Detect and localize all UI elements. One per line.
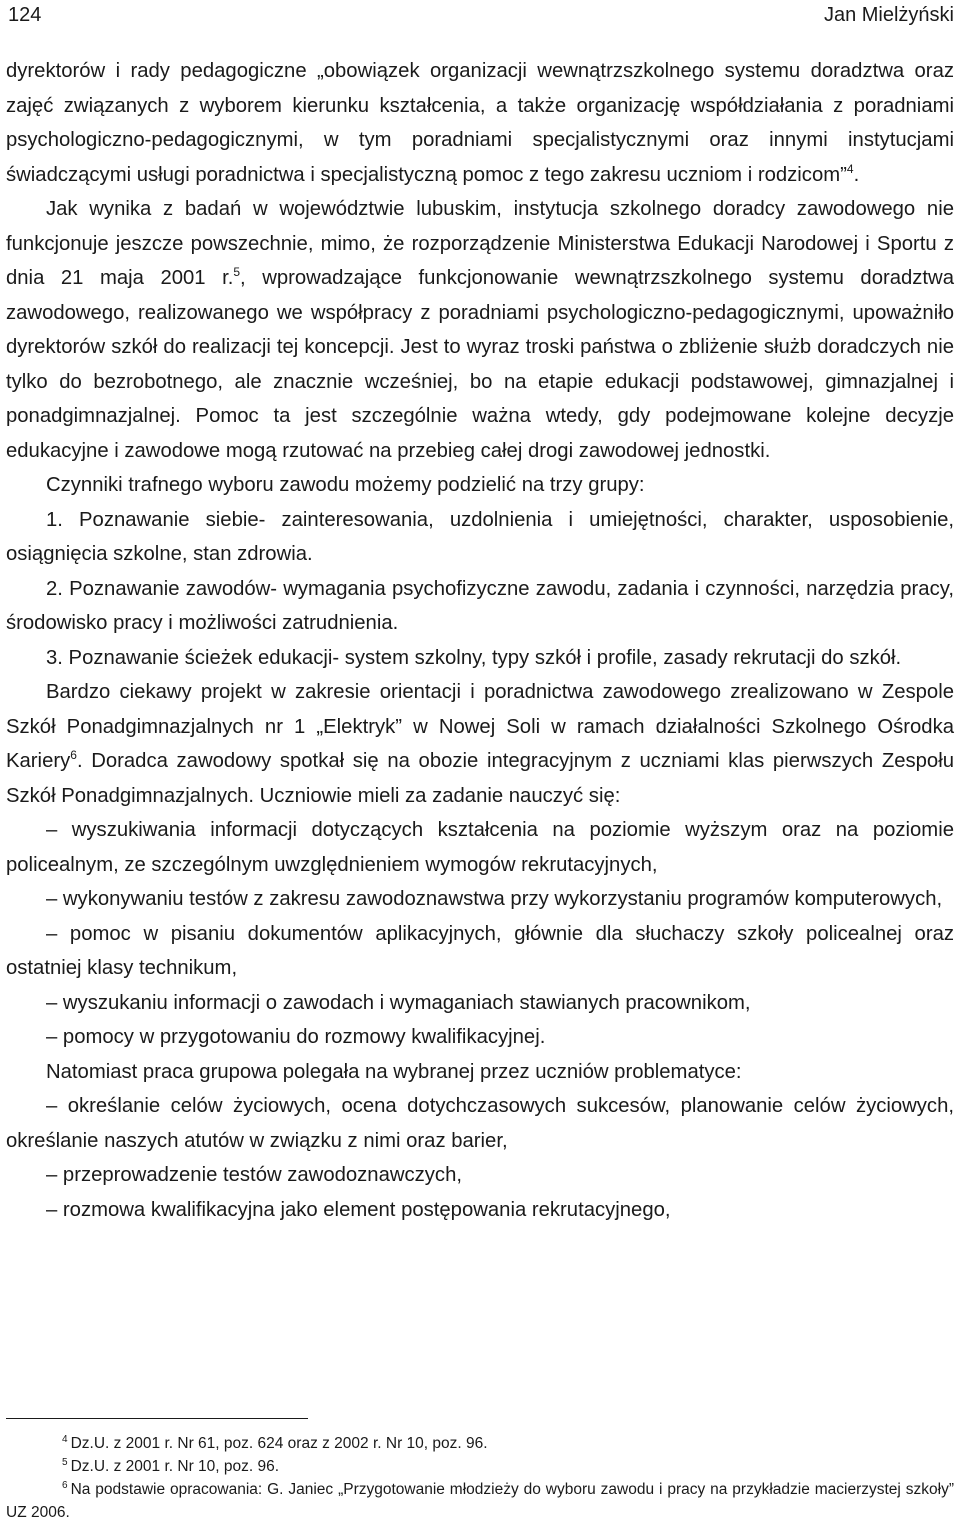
dash-item: – pomoc w pisaniu dokumentów aplikacyjnych, głównie dla słuchaczy szkoły policealnej oraz ostatniej klasy technikum, (6, 922, 954, 979)
dash-item: – wyszukaniu informacji o zawodach i wymaganiach stawianych pracownikom, (46, 991, 751, 1014)
footnotes (6, 1432, 954, 1524)
footnote: $^5$ Dz.U. z 2001 r. Nr 10, poz. 96. (62, 1456, 280, 1475)
list-item: 2. Poznawanie zawodów- wymagania psychofizyczne zawodu, zadania i czynności, narzędzia pracy, środowisko pracy i możliwości zatrudnienia. (6, 577, 954, 634)
running-author: Jan Mielżyński (823, 4, 954, 26)
dash-item: – przeprowadzenie testów zawodoznawczych, (46, 1164, 462, 1186)
dash-item: – wykonywaniu testów z zakresu zawodoznawstwa przy wykorzystaniu programów komputerowych, (46, 888, 943, 910)
paragraph: Czynniki trafnego wyboru zawodu możemy podzielić na trzy grupy: (46, 474, 645, 496)
paragraph: Bardzo ciekawy projekt w zakresie orientacji i poradnictwa zawodowego zrealizowano w Zespole Szkół Ponadgimnazjalnych nr 1 „Elektryk” w Nowej Soli w ramach działalności Szkolnego Ośrodka Kariery$^6$. Doradca zawodowy spotkał się na obozie integracyjnym z uczniami klas pierwszych Zespołu Szkół Ponadgimnazjalnych. Uczniowie mieli za zadanie nauczyć się: (6, 681, 954, 807)
footnote-ref: 6 (70, 748, 77, 763)
paragraph: dyrektorów i rady pedagogiczne „obowiązek organizacji wewnątrzszkolnego systemu doradztwa oraz zajęć związanych z wyborem kierunku kształcenia, a także organizację współdziałania z poradniami psychologiczno-pedagogicznymi, w tym poradniami specjalistycznymi oraz innymi instytucjami świadczącymi usługi poradnictwa i specjalistyczną pomoc z tego zakresu uczniom i rodzicom”$^4$. (6, 60, 954, 186)
footnote-number: 5 (62, 1456, 68, 1468)
footnote: $^6$ Na podstawie opracowania: G. Janiec „Przygotowanie młodzieży do wyboru zawodu i pracy na przykładzie macierzystej szkoły” UZ 2006. (6, 1479, 954, 1521)
page-number: 124 (8, 4, 42, 26)
paragraph: Jak wynika z badań w województwie lubuskim, instytucja szkolnego doradcy zawodowego nie funkcjonuje jeszcze powszechnie, mimo, że rozporządzenie Ministerstwa Edukacji Narodowej i Sportu z dnia 21 maja 2001 r.$^5$, wprowadzające funkcjonowanie wewnątrzszkolnego systemu doradztwa zawodowego, realizowanego we współpracy z poradniami psychologiczno-pedagogicznymi, upoważniło dyrektorów szkół do realizacji tej koncepcji. Jest to wyraz troski państwa o zbliżenie służb doradczych nie tylko do bezrobotnego, ale znacznie wcześniej, bo na etapie edukacji podstawowej, gimnazjalnej i ponadgimnazjalnej. Pomoc ta jest szczególnie ważna wtedy, gdy podejmowane kolejne decyzje edukacyjne i zawodowe mogą rzutować na przebieg całej drogi zawodowej jednostki. (6, 198, 954, 462)
running-header (8, 4, 954, 32)
footnote-ref: 5 (233, 265, 241, 280)
footnote-separator (6, 1418, 308, 1419)
body-text (6, 54, 954, 1227)
dash-item: – pomocy w przygotowaniu do rozmowy kwalifikacyjnej. (46, 1026, 546, 1048)
dash-item: – rozmowa kwalifikacyjna jako element postępowania rekrutacyjnego, (46, 1198, 671, 1221)
footnote-ref: 4 (846, 161, 854, 176)
dash-item: – wyszukiwania informacji dotyczących kształcenia na poziomie wyższym oraz na poziomie policealnym, ze szczególnym uwzględnieniem wymogów rekrutacyjnych, (6, 819, 954, 876)
footnote: $^4$ Dz.U. z 2001 r. Nr 61, poz. 624 oraz z 2002 r. Nr 10, poz. 96. (62, 1433, 488, 1452)
dash-item: – określanie celów życiowych, ocena dotychczasowych sukcesów, planowanie celów życiowych, określanie naszych atutów w związku z nimi oraz barier, (6, 1095, 954, 1152)
paragraph: Natomiast praca grupowa polegała na wybranej przez uczniów problematyce: (46, 1060, 742, 1083)
list-item: 3. Poznawanie ścieżek edukacji- system szkolny, typy szkół i profile, zasady rekrutacji do szkół. (46, 646, 902, 669)
footnote-number: 4 (62, 1433, 68, 1445)
list-item: 1. Poznawanie siebie- zainteresowania, uzdolnienia i umiejętności, charakter, usposobienie, osiągnięcia szkolne, stan zdrowia. (6, 508, 954, 565)
footnote-number: 6 (62, 1479, 68, 1491)
